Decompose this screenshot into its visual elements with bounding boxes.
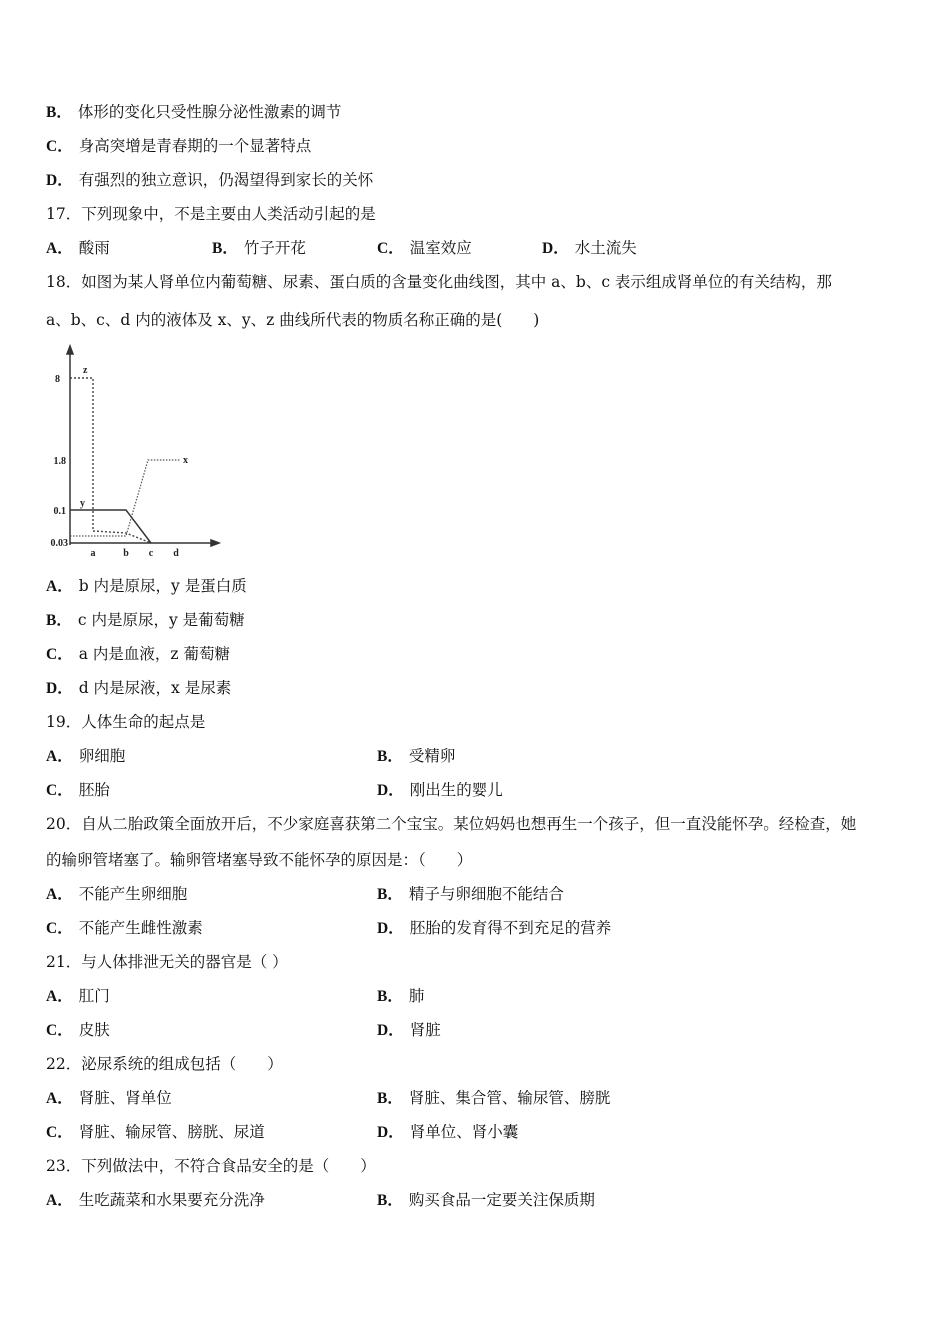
option-letter: C．	[46, 920, 73, 937]
option-22c	[46, 1122, 265, 1143]
y-tick-label: 0.03	[50, 538, 68, 549]
option-letter: A．	[46, 578, 73, 595]
option-text: b 内是原尿，y 是蛋白质	[78, 577, 247, 595]
option-letter: D．	[46, 680, 73, 697]
option-19c	[46, 780, 110, 801]
option-letter: C．	[46, 782, 73, 799]
option-letter: C．	[46, 138, 73, 155]
x-tick-label: c	[148, 548, 154, 559]
option-17c	[377, 238, 472, 259]
y-tick-label: 1.8	[53, 456, 66, 467]
option-letter: D．	[46, 172, 73, 189]
option-20d	[377, 918, 611, 939]
option-17a	[46, 238, 110, 259]
y-axis-arrow	[67, 346, 73, 354]
x-tick-label: b	[123, 548, 129, 559]
question-23-stem: 23．下列做法中，不符合食品安全的是（ ）	[46, 1157, 376, 1175]
option-19a	[46, 746, 125, 767]
x-tick-label: d	[173, 548, 179, 559]
curve-z	[70, 378, 151, 543]
option-letter: D．	[377, 1124, 404, 1141]
question-20-stem-line2: 的输卵管堵塞了。输卵管堵塞导致不能怀孕的原因是：（ ）	[46, 851, 473, 869]
option-19d	[377, 780, 503, 801]
question-20-stem-line1: 20．自从二胎政策全面放开后，不少家庭喜获第二个宝宝。某位妈妈也想再生一个孩子，但一直没能怀孕。经检查，她	[46, 815, 857, 833]
option-text: 有强烈的独立意识，仍渴望得到家长的关怀	[78, 171, 374, 189]
option-text: 肾单位、肾小囊	[409, 1123, 519, 1141]
option-18c	[46, 644, 230, 665]
option-17b	[212, 238, 306, 259]
option-letter: A．	[46, 886, 73, 903]
option-22a	[46, 1088, 172, 1109]
option-22d	[377, 1122, 518, 1143]
curve-label-z: z	[83, 365, 88, 376]
option-letter: D．	[377, 1022, 404, 1039]
option-18d	[46, 678, 231, 699]
question-18-stem-line1: 18．如图为某人肾单位内葡萄糖、尿素、蛋白质的含量变化曲线图，其中 a、b、c 表示组成肾单位的有关结构，那	[46, 273, 832, 291]
option-text: 卵细胞	[78, 747, 126, 765]
x-tick-label: a	[90, 548, 96, 559]
option-21b	[377, 986, 424, 1007]
option-21c	[46, 1020, 110, 1041]
option-text: 皮肤	[78, 1021, 110, 1039]
option-letter: C．	[46, 1124, 73, 1141]
option-letter: A．	[46, 1090, 73, 1107]
option-text: 肺	[408, 987, 425, 1005]
option-text: 胚胎	[78, 781, 110, 799]
option-letter: D．	[542, 240, 569, 257]
option-letter: B．	[377, 748, 403, 765]
question-22-stem: 22．泌尿系统的组成包括（ ）	[46, 1055, 283, 1073]
option-letter: D．	[377, 782, 404, 799]
option-20b	[377, 884, 564, 905]
option-text: 胚胎的发育得不到充足的营养	[409, 919, 612, 937]
option-letter: B．	[377, 1090, 403, 1107]
option-text: 酸雨	[78, 239, 110, 257]
question-18-stem-line2: a、b、c、d 内的液体及 x、y、z 曲线所代表的物质名称正确的是( )	[46, 311, 540, 329]
question-19-stem: 19．人体生命的起点是	[46, 713, 206, 731]
option-letter: C．	[377, 240, 404, 257]
kidney-concentration-figure	[40, 340, 230, 560]
option-letter: C．	[46, 646, 73, 663]
option-21d	[377, 1020, 441, 1041]
option-text: 肾脏、肾单位	[78, 1089, 172, 1107]
option-18b	[46, 610, 245, 631]
option-17d	[542, 238, 637, 259]
curve-x	[70, 460, 180, 536]
option-letter: B．	[377, 1192, 403, 1209]
option-letter: A．	[46, 988, 73, 1005]
option-text: 身高突增是青春期的一个显著特点	[78, 137, 312, 155]
option-text: 受精卵	[408, 747, 456, 765]
option-text: 肾脏	[409, 1021, 441, 1039]
option-letter: B．	[377, 886, 403, 903]
option-text: 温室效应	[409, 239, 472, 257]
option-22b	[377, 1088, 610, 1109]
option-text: c 内是原尿，y 是葡萄糖	[77, 611, 245, 629]
curve-label-x: x	[183, 455, 188, 466]
option-text: 生吃蔬菜和水果要充分洗净	[78, 1191, 265, 1209]
option-20a	[46, 884, 187, 905]
option-letter: A．	[46, 240, 73, 257]
option-text: 竹子开花	[243, 239, 306, 257]
option-23b	[377, 1190, 595, 1211]
option-letter: B．	[46, 612, 72, 629]
option-text: 不能产生雌性激素	[78, 919, 203, 937]
option-text: 肾脏、输尿管、膀胱、尿道	[78, 1123, 265, 1141]
option-text: 购买食品一定要关注保质期	[408, 1191, 595, 1209]
y-tick-label: 0.1	[53, 506, 66, 517]
option-21a	[46, 986, 110, 1007]
option-16d	[46, 170, 373, 191]
option-text: d 内是尿液，x 是尿素	[78, 679, 232, 697]
question-17-stem: 17．下列现象中，不是主要由人类活动引起的是	[46, 205, 376, 223]
x-axis-arrow	[211, 540, 219, 546]
option-letter: B．	[46, 104, 72, 121]
option-19b	[377, 746, 455, 767]
option-letter: A．	[46, 1192, 73, 1209]
question-21-stem: 21．与人体排泄无关的器官是（ ）	[46, 953, 288, 971]
curve-label-y: y	[80, 498, 85, 509]
option-letter: D．	[377, 920, 404, 937]
option-text: 肾脏、集合管、输尿管、膀胱	[408, 1089, 611, 1107]
option-text: a 内是血液，z 葡萄糖	[78, 645, 230, 663]
option-16c	[46, 136, 311, 157]
option-text: 不能产生卵细胞	[78, 885, 188, 903]
y-tick-label: 8	[55, 374, 60, 385]
option-letter: C．	[46, 1022, 73, 1039]
option-text: 肛门	[78, 987, 110, 1005]
option-letter: B．	[377, 988, 403, 1005]
option-text: 水土流失	[574, 239, 637, 257]
option-text: 刚出生的婴儿	[409, 781, 503, 799]
option-20c	[46, 918, 203, 939]
option-23a	[46, 1190, 265, 1211]
option-18a	[46, 576, 247, 597]
option-16b	[46, 102, 341, 123]
option-text: 精子与卵细胞不能结合	[408, 885, 564, 903]
option-letter: B．	[212, 240, 238, 257]
option-letter: A．	[46, 748, 73, 765]
curve-y	[70, 510, 151, 543]
option-text: 体形的变化只受性腺分泌性激素的调节	[77, 103, 342, 121]
